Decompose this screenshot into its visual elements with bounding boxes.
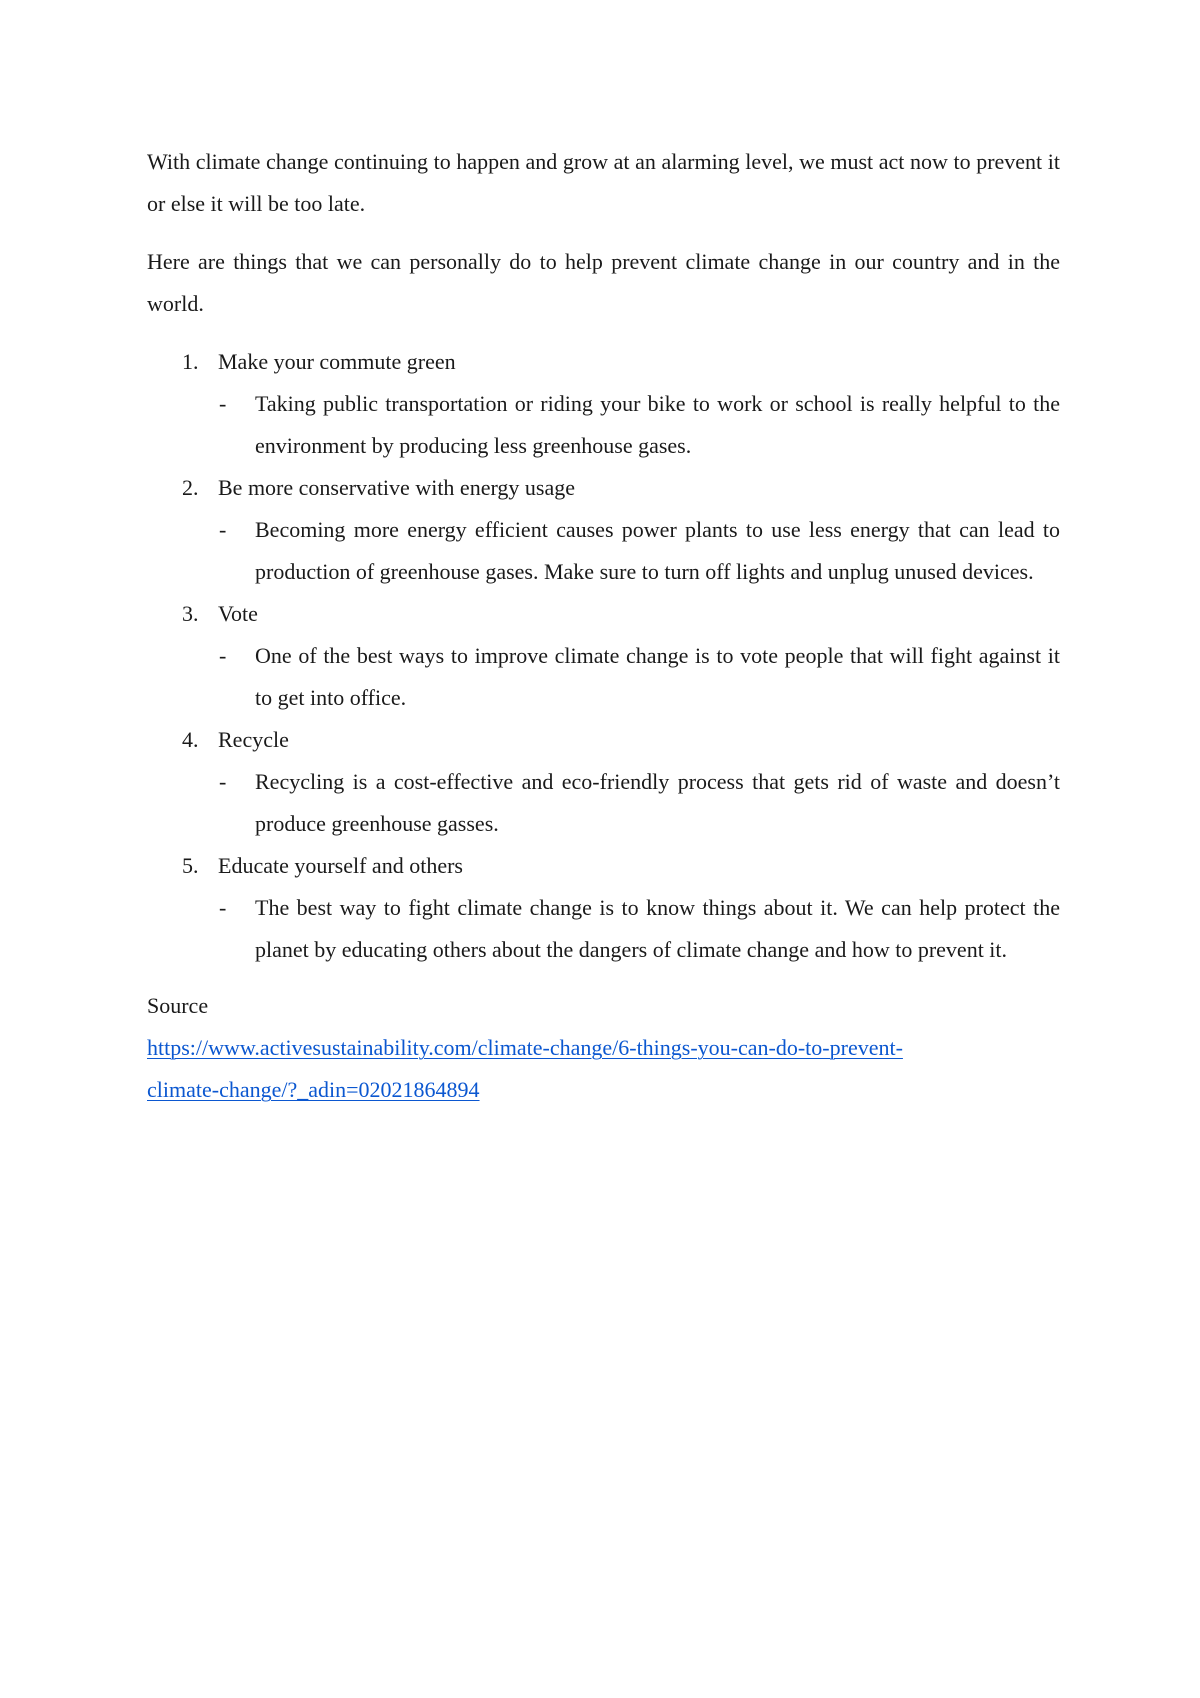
list-item-heading <box>147 845 1060 887</box>
list-item-heading <box>147 719 1060 761</box>
list-item-detail-text: Taking public transportation or riding your bike to work or school is really helpful to the environment by producing less greenhouse gases. <box>255 391 1060 458</box>
list-item-heading <box>147 593 1060 635</box>
dash-bullet: - <box>219 517 227 542</box>
list-item-title: Be more conservative with energy usage <box>218 475 575 500</box>
list-item-title: Make your commute green <box>218 349 456 374</box>
list-item-detail <box>147 383 1060 467</box>
source-label: Source <box>147 993 209 1018</box>
source-link-line-1: https://www.activesustainability.com/climate-change/6-things-you-can-do-to-prevent- <box>147 1035 903 1060</box>
list-item-number: 5. <box>182 853 199 878</box>
list-item-detail <box>147 761 1060 845</box>
list-item-detail <box>147 635 1060 719</box>
list-item-detail <box>147 887 1060 971</box>
list-item-detail-text: Becoming more energy efficient causes power plants to use less energy that can lead to production of greenhouse gases. Make sure to turn off lights and unplug unused devices. <box>255 517 1060 584</box>
list-item <box>147 719 1060 845</box>
source-link-line-2: climate-change/?_adin=02021864894 <box>147 1077 480 1102</box>
list-item <box>147 593 1060 719</box>
list-item-number: 3. <box>182 601 199 626</box>
list-item-detail-text: One of the best ways to improve climate change is to vote people that will fight against it to get into office. <box>255 643 1060 710</box>
list-item-number: 1. <box>182 349 199 374</box>
list-item-title: Educate yourself and others <box>218 853 463 878</box>
dash-bullet: - <box>219 643 227 668</box>
list-item <box>147 845 1060 971</box>
list-item-title: Vote <box>218 601 258 626</box>
dash-bullet: - <box>219 769 227 794</box>
intro-paragraph-1: With climate change continuing to happen and grow at an alarming level, we must act now to prevent it or else it will be too late. <box>147 149 1060 216</box>
intro-paragraph-2: Here are things that we can personally do to help prevent climate change in our country and in the world. <box>147 249 1060 316</box>
dash-bullet: - <box>219 391 227 416</box>
source-section <box>147 985 1060 1111</box>
dash-bullet: - <box>219 895 227 920</box>
source-link[interactable] <box>147 1027 1060 1111</box>
list-item-heading <box>147 467 1060 509</box>
list-item-number: 2. <box>182 475 199 500</box>
list-item-detail-text: The best way to fight climate change is to know things about it. We can help protect the planet by educating others about the dangers of climate change and how to prevent it. <box>255 895 1060 962</box>
list-item <box>147 467 1060 593</box>
list-item-heading <box>147 341 1060 383</box>
list-item-title: Recycle <box>218 727 289 752</box>
tips-list <box>147 341 1060 971</box>
list-item <box>147 341 1060 467</box>
list-item-number: 4. <box>182 727 199 752</box>
document-page <box>147 141 1060 1111</box>
list-item-detail-text: Recycling is a cost-effective and eco-friendly process that gets rid of waste and doesn’t produce greenhouse gasses. <box>255 769 1060 836</box>
list-item-detail <box>147 509 1060 593</box>
